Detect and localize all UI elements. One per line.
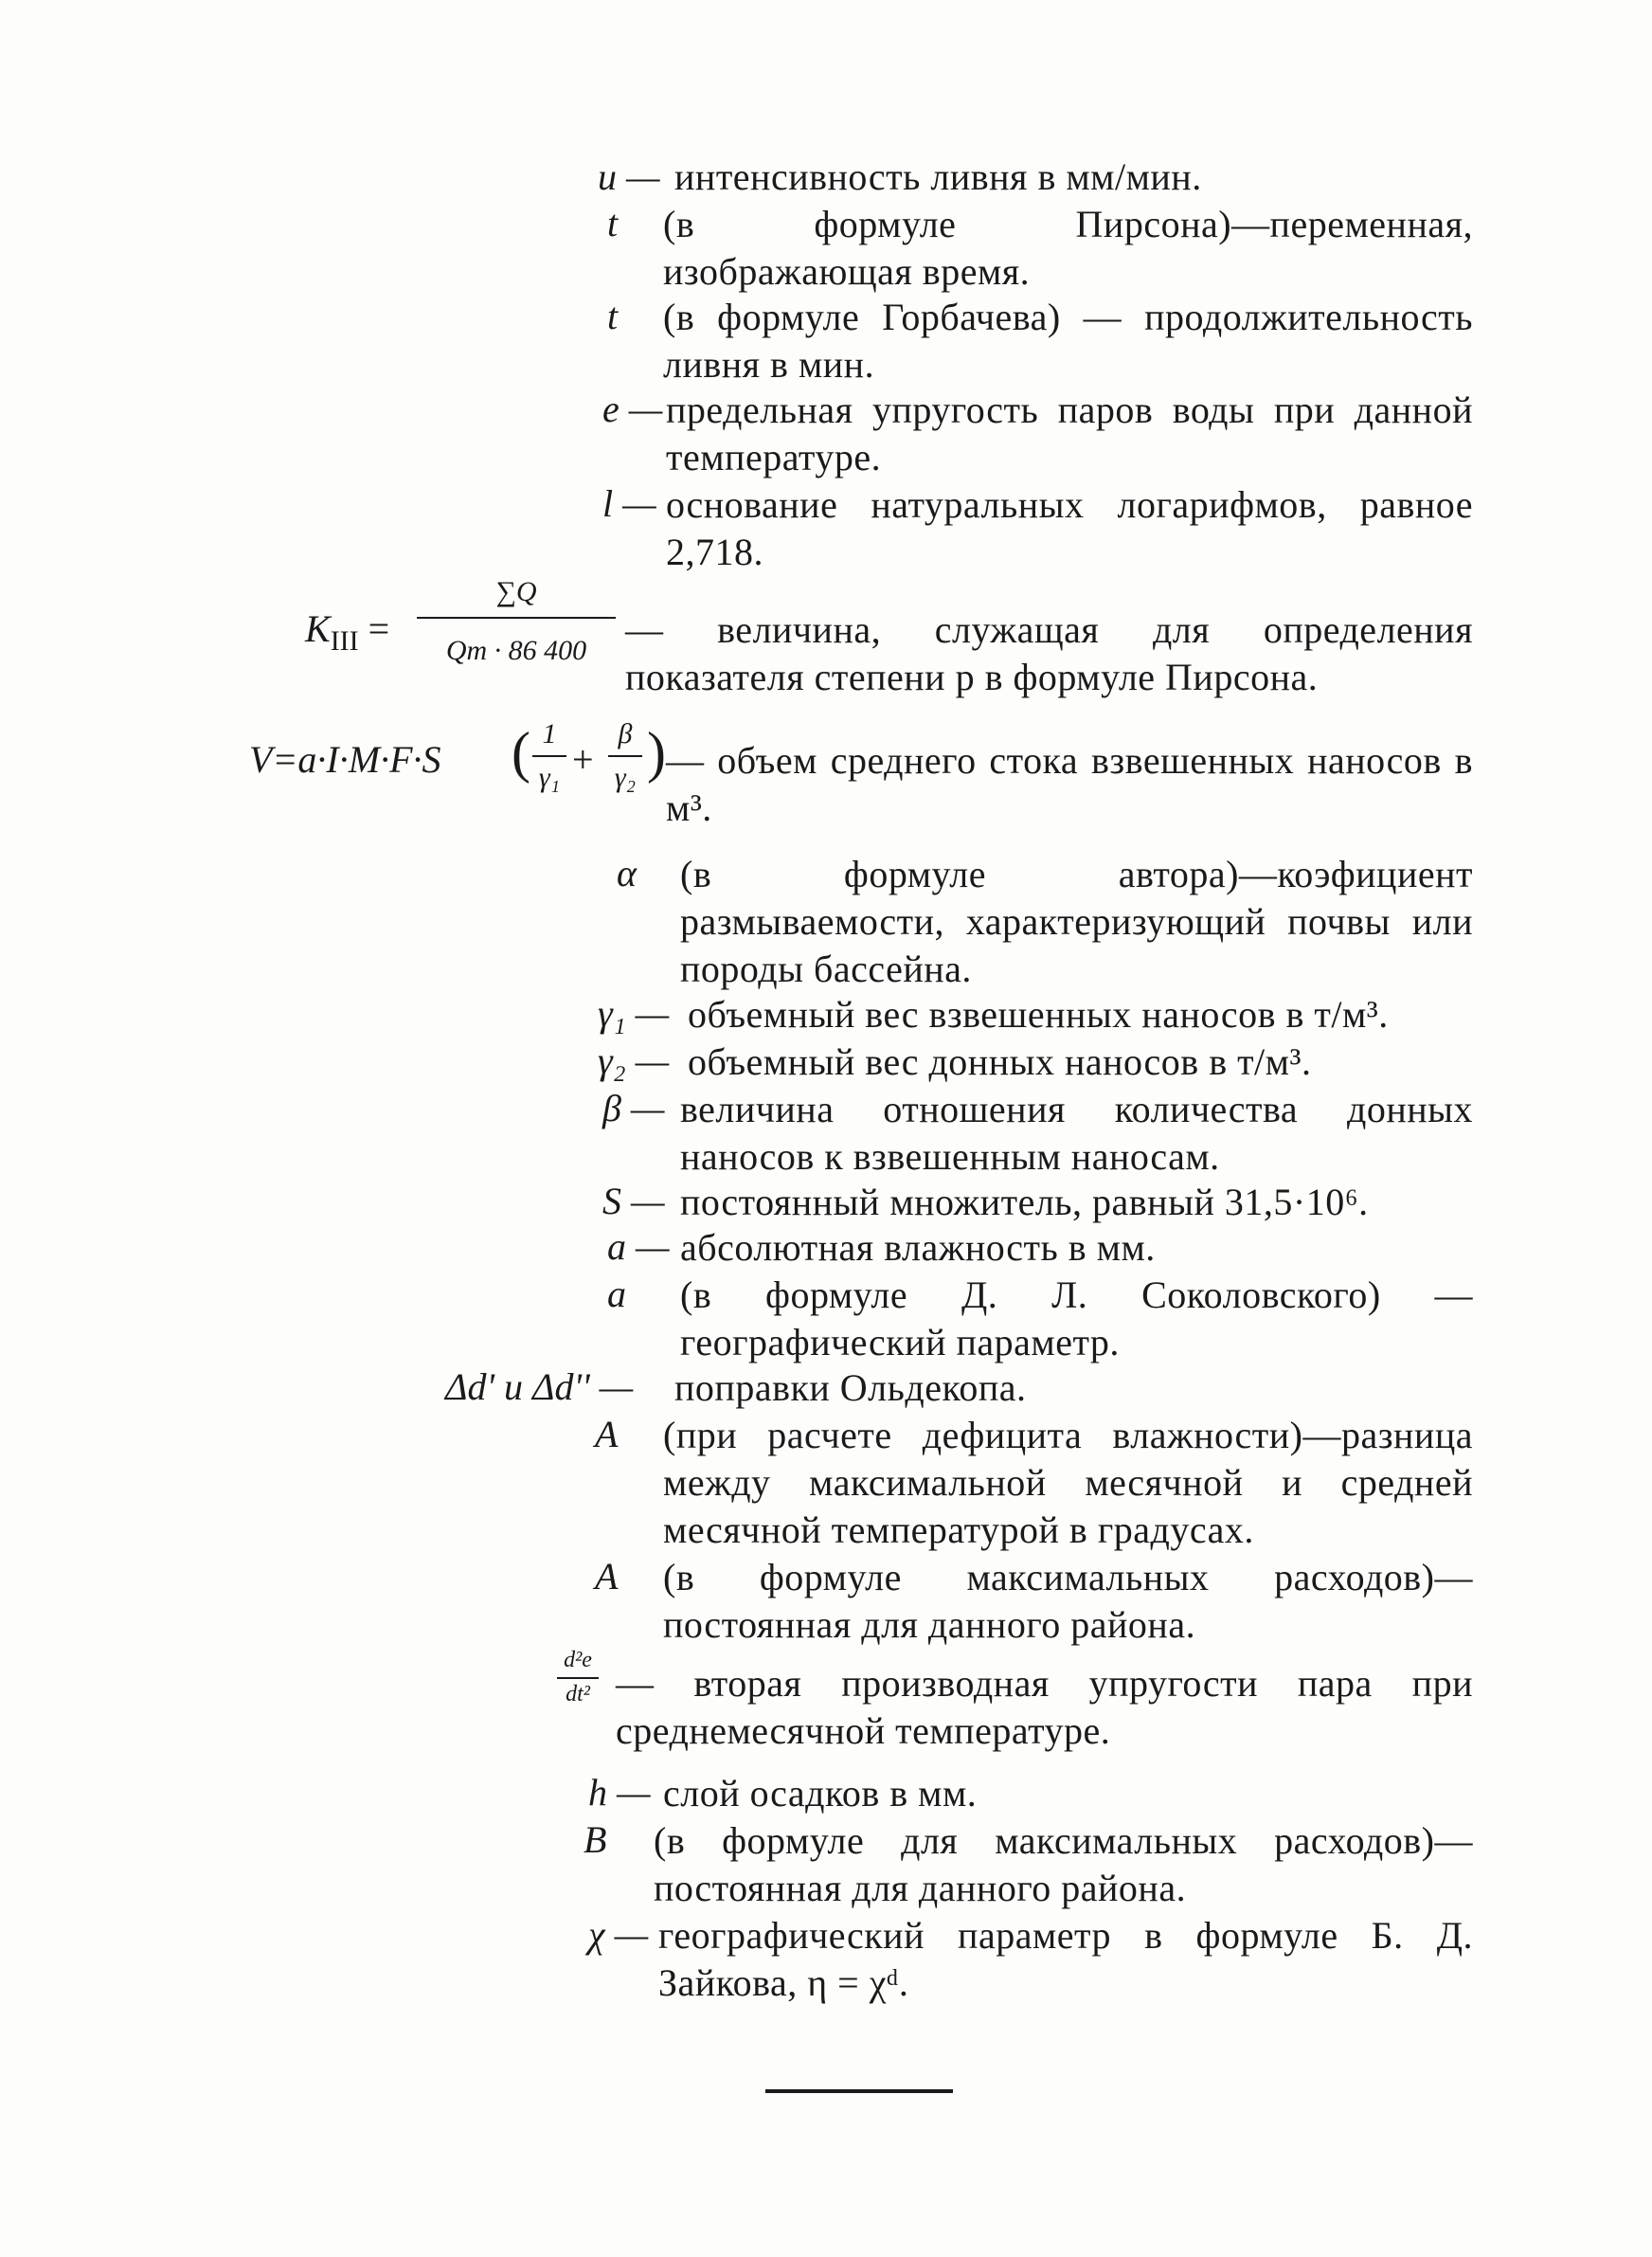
definition-a-sokolovsky: (в формуле Д. Л. Соколовского) — географический параметр.	[680, 1273, 1473, 1363]
definition-u: интенсивность ливня в мм/мин.	[674, 155, 1202, 198]
symbol-l: l —	[602, 482, 656, 525]
fraction-bar-v2	[608, 755, 642, 757]
symbol-u: u —	[598, 155, 660, 198]
definition-e: предельная упругость паров воды при данной температуре.	[666, 388, 1473, 478]
symbol-t-gorbachev: t	[607, 295, 619, 337]
definition-alpha: (в формуле автора)—коэфициент размываемости, характеризующий почвы или породы бассейна.	[680, 853, 1473, 990]
fraction-v1-numerator: 1	[542, 718, 557, 749]
fraction-d2e-denominator: dt²	[566, 1682, 590, 1706]
definition-a-deficit: (при расчете дефицита влажности)—разница между максимальной месячной и средней месячной температурой в градусах.	[663, 1414, 1473, 1551]
fraction-v2-numerator: β	[618, 718, 633, 749]
symbol-s: S —	[602, 1180, 665, 1222]
symbol-beta: β —	[602, 1087, 665, 1129]
definition-h: слой осадков в мм.	[663, 1772, 978, 1815]
definition-k-iii: — величина, служащая для определения показателя степени p в формуле Пирсона.	[625, 608, 1473, 698]
fraction-k-denominator: Qm · 86 400	[445, 635, 587, 666]
symbol-gamma1: γ₁ —	[598, 992, 670, 1035]
symbol-b: B	[584, 1818, 607, 1861]
fraction-v1-denominator: γ₁	[538, 762, 561, 793]
definition-l: основание натуральных логарифмов, равное 2,718.	[666, 483, 1473, 573]
symbol-gamma2: γ₂ —	[598, 1039, 670, 1082]
definition-beta: величина отношения количества донных наносов к взвешенным наносам.	[680, 1088, 1473, 1178]
symbol-a-humidity: a —	[607, 1225, 670, 1268]
symbol-t-pearson: t	[607, 202, 619, 244]
fraction-d2e-numerator: d²e	[564, 1648, 592, 1672]
definition-t-gorbachev: (в формуле Горбачева) — продолжительность ливня в мин.	[663, 296, 1473, 386]
definition-v: — объем среднего стока взвешенных наносов в м³.	[666, 739, 1473, 829]
definition-a-humidity: абсолютная влажность в мм.	[680, 1226, 1156, 1269]
definition-delta-d: поправки Ольдекопа.	[674, 1366, 1027, 1409]
symbol-a-max-discharge: A	[595, 1555, 619, 1598]
formula-v-paren-close: )	[647, 721, 666, 784]
fraction-bar-d2e	[557, 1677, 599, 1679]
symbol-alpha: α	[617, 852, 637, 894]
formula-v-plus: +	[572, 738, 594, 781]
definition-gamma1: объемный вес взвешенных наносов в т/м³.	[688, 993, 1389, 1036]
definition-t-pearson: (в формуле Пирсона)—переменная, изображающая время.	[663, 203, 1473, 293]
closing-rule	[765, 2089, 953, 2093]
symbol-chi: χ —	[588, 1913, 649, 1956]
formula-v-main: V=a·I·M·F·S	[249, 738, 441, 781]
fraction-bar-k	[417, 617, 616, 619]
definition-b: (в формуле для максимальных расходов)—постоянная для данного района.	[654, 1819, 1473, 1909]
formula-k-iii: $K_{III}$ =	[305, 607, 390, 657]
fraction-v2-denominator: γ₂	[614, 762, 637, 793]
fraction-k-numerator: ∑Q	[495, 576, 537, 607]
definition-chi: географический параметр в формуле Б. Д. Зайкова, η = χᵈ.	[658, 1914, 1473, 2004]
definition-d2e: — вторая производная упругости пара при среднемесячной температуре.	[616, 1662, 1473, 1752]
definition-s: постоянный множитель, равный 31,5·10⁶.	[680, 1181, 1369, 1223]
definition-gamma2: объемный вес донных наносов в т/м³.	[688, 1040, 1312, 1083]
symbol-a-deficit: A	[595, 1413, 619, 1455]
definition-a-max-discharge: (в формуле максимальных расходов)—постоянная для данного района.	[663, 1556, 1473, 1646]
fraction-bar-v1	[532, 755, 566, 757]
symbol-h: h —	[588, 1771, 651, 1814]
formula-v-paren-open: (	[512, 721, 530, 784]
symbol-a-sokolovsky: a	[607, 1273, 626, 1315]
symbol-e: e —	[602, 388, 663, 430]
symbol-delta-d: Δd' и Δd'' —	[445, 1365, 634, 1408]
